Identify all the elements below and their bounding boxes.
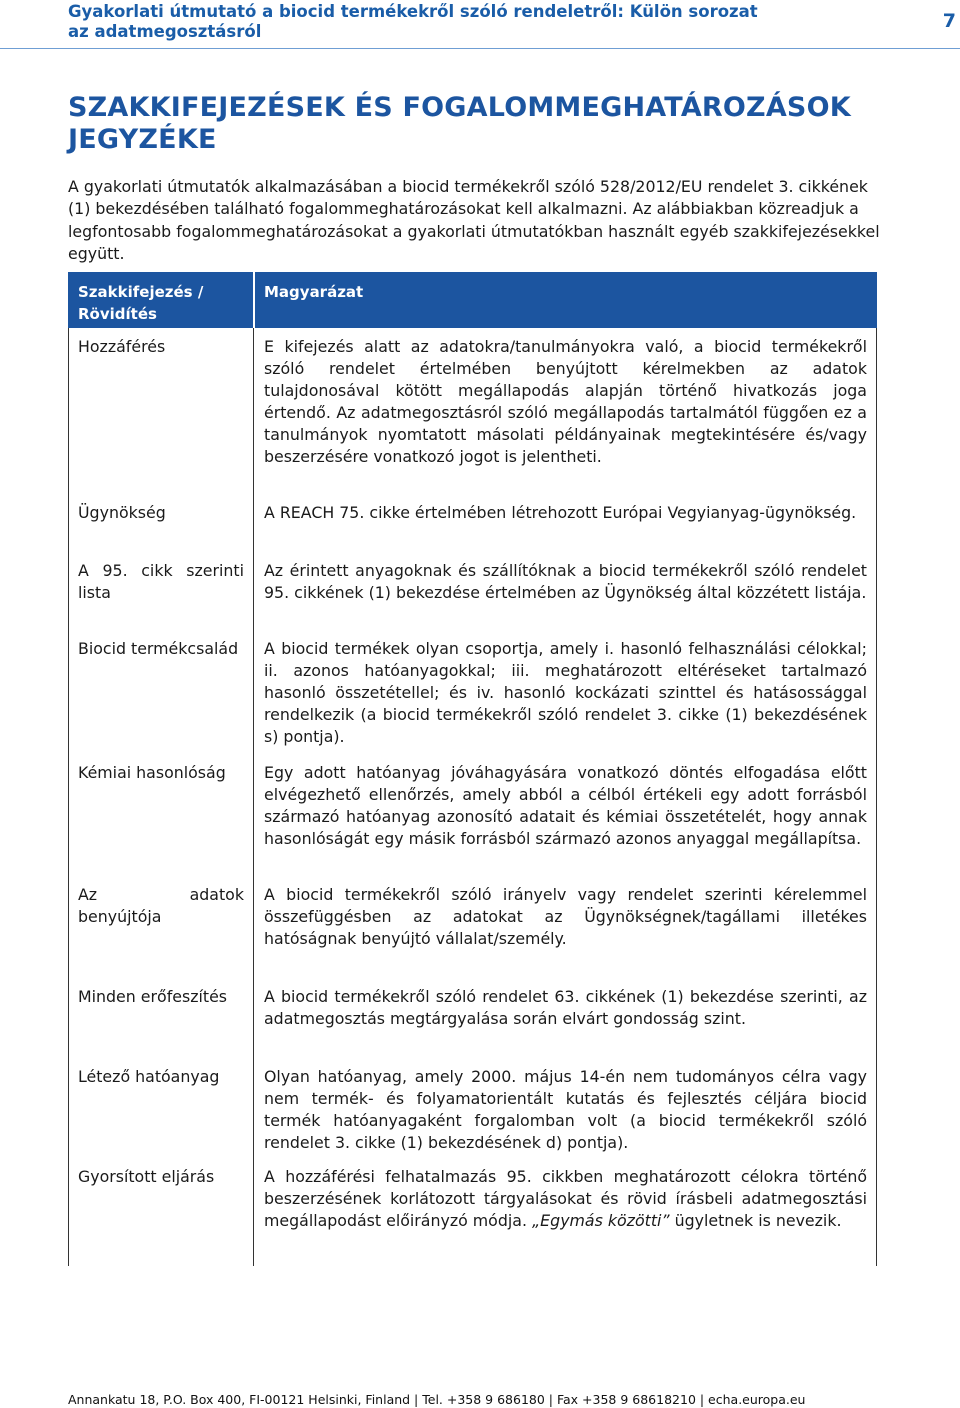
explanation-minden-erofeszites: A biocid termékekről szóló rendelet 63. cikkének (1) bekezdése szerinti, az adatmegosztás megtárgyalása során elvárt gondosság szint. — [264, 987, 867, 1028]
page-title: SZAKKIFEJEZÉSEK ÉS FOGALOMMEGHATÁROZÁSOK JEGYZÉKE — [68, 92, 851, 155]
column-header-explanation: Magyarázat — [264, 283, 364, 301]
header-rule — [0, 48, 960, 49]
column-header-term: Szakkifejezés / Rövidítés — [78, 283, 204, 323]
explanation-hozzaferes: E kifejezés alatt az adatokra/tanulmányokra való, a biocid termékekről szóló rendelet értelmében benyújtott kérelmekben az adatok tulajdonosával kötött megállapodás alapján történő hivatkozás joga értendő. Az adatmegosztásról szóló megállapodás tartalmától függően ez a tanulmányok nyomtatott másolati példányainak megtekintésére és/vagy beszerzésére vonatkozó jogot is jelentheti. — [264, 337, 867, 466]
term-minden-erofeszites: Minden erőfeszítés — [78, 987, 228, 1006]
term-biocid-termekcsalad: Biocid termékcsalád — [78, 639, 239, 658]
column-header-divider — [253, 272, 255, 328]
explanation-adatok-benyujtoja: A biocid termékekről szóló irányelv vagy rendelet szerinti kérelemmel összefüggésben az adatokat az Ügynökségnek/tagállami illetékes hatóságnak benyújtó vállalat/személy. — [264, 885, 867, 948]
explanation-95-cikk-lista: Az érintett anyagoknak és szállítóknak a biocid termékekről szóló rendelet 95. cikkének (1) bekezdése értelmében az Ügynökség által közzétett listája. — [264, 561, 867, 602]
header-title-line2: az adatmegosztásról — [68, 22, 262, 41]
term-adatok-benyujtoja: Az adatok benyújtója — [78, 885, 244, 926]
page-footer: Annankatu 18, P.O. Box 400, FI-00121 Helsinki, Finland | Tel. +358 9 686180 | Fax +358 9 68618210 | echa.europa.eu — [68, 1392, 806, 1407]
explanation-gyorsitott-tail: ügyletnek is nevezik. — [669, 1211, 842, 1230]
header-title-line1: Gyakorlati útmutató a biocid termékekről szóló rendeletről: Külön sorozat — [68, 2, 758, 21]
term-95-cikk-lista: A 95. cikk szerinti lista — [78, 561, 244, 602]
running-header — [68, 0, 960, 44]
term-kemiai-hasonlosag: Kémiai hasonlóság — [78, 763, 226, 782]
header-title — [68, 2, 888, 42]
term-gyorsitott-eljaras: Gyorsított eljárás — [78, 1167, 215, 1186]
page-number: 7 — [942, 10, 956, 32]
explanation-gyorsitott-eljaras — [264, 1166, 867, 1232]
term-ugynokseg: Ügynökség — [78, 503, 166, 522]
term-hozzaferes: Hozzáférés — [78, 337, 166, 356]
explanation-ugynokseg: A REACH 75. cikke értelmében létrehozott Európai Vegyianyag-ügynökség. — [264, 503, 857, 522]
explanation-gyorsitott-italic: „Egymás közötti” — [532, 1211, 670, 1230]
term-letezo-hatoanyag: Létező hatóanyag — [78, 1067, 220, 1086]
intro-paragraph: A gyakorlati útmutatók alkalmazásában a biocid termékekről szóló 528/2012/EU rendelet 3. cikkének (1) bekezdésében található fogalommeghatározásokat kell alkalmazni. Az alábbiakban közreadjuk a legfontosabb fogalommeghatározásokat a gyakorlati útmutatókban használt egyéb szakkifejezésekkel együtt. — [68, 177, 880, 264]
table-column-divider — [253, 328, 254, 1266]
explanation-letezo-hatoanyag: Olyan hatóanyag, amely 2000. május 14-én nem tudományos célra vagy nem termék- és folyamatorientált kutatás és fejlesztés céljára biocid termék hatóanyagaként forgalomban volt (a biocid termékekről szóló rendelet 3. cikke (1) bekezdésének d) pontja). — [264, 1067, 867, 1152]
explanation-kemiai-hasonlosag: Egy adott hatóanyag jóváhagyására vonatkozó döntés elfogadása előtt elvégezhető ellenőrzés, amely abból a célból értékeli egy adott forrásból származó hatóanyag azonosító adatait és kémiai összetételét, hogy annak hasonlóságát egy másik forrásból származó azonos anyaggal megállapítsa. — [264, 763, 867, 848]
explanation-gyorsitott-text: A hozzáférési felhatalmazás 95. cikkben meghatározott célokra történő beszerzésének korlátozott tárgyalásokat és rövid írásbeli adatmegosztási megállapodást előirányzó módja. — [264, 1167, 867, 1230]
table-header — [68, 272, 877, 328]
table-right-border — [876, 328, 877, 1266]
explanation-biocid-termekcsalad: A biocid termékek olyan csoportja, amely i. hasonló felhasználási célokkal; ii. azonos hatóanyagokkal; iii. meghatározott eltéréseket tartalmazó hasonló összetétellel; és iv. hasonló kockázati szinttel és hatásossággal rendelkezik (a biocid termékekről szóló rendelet 3. cikke (1) bekezdésének s) pontja). — [264, 639, 867, 746]
table-left-border — [68, 328, 69, 1266]
